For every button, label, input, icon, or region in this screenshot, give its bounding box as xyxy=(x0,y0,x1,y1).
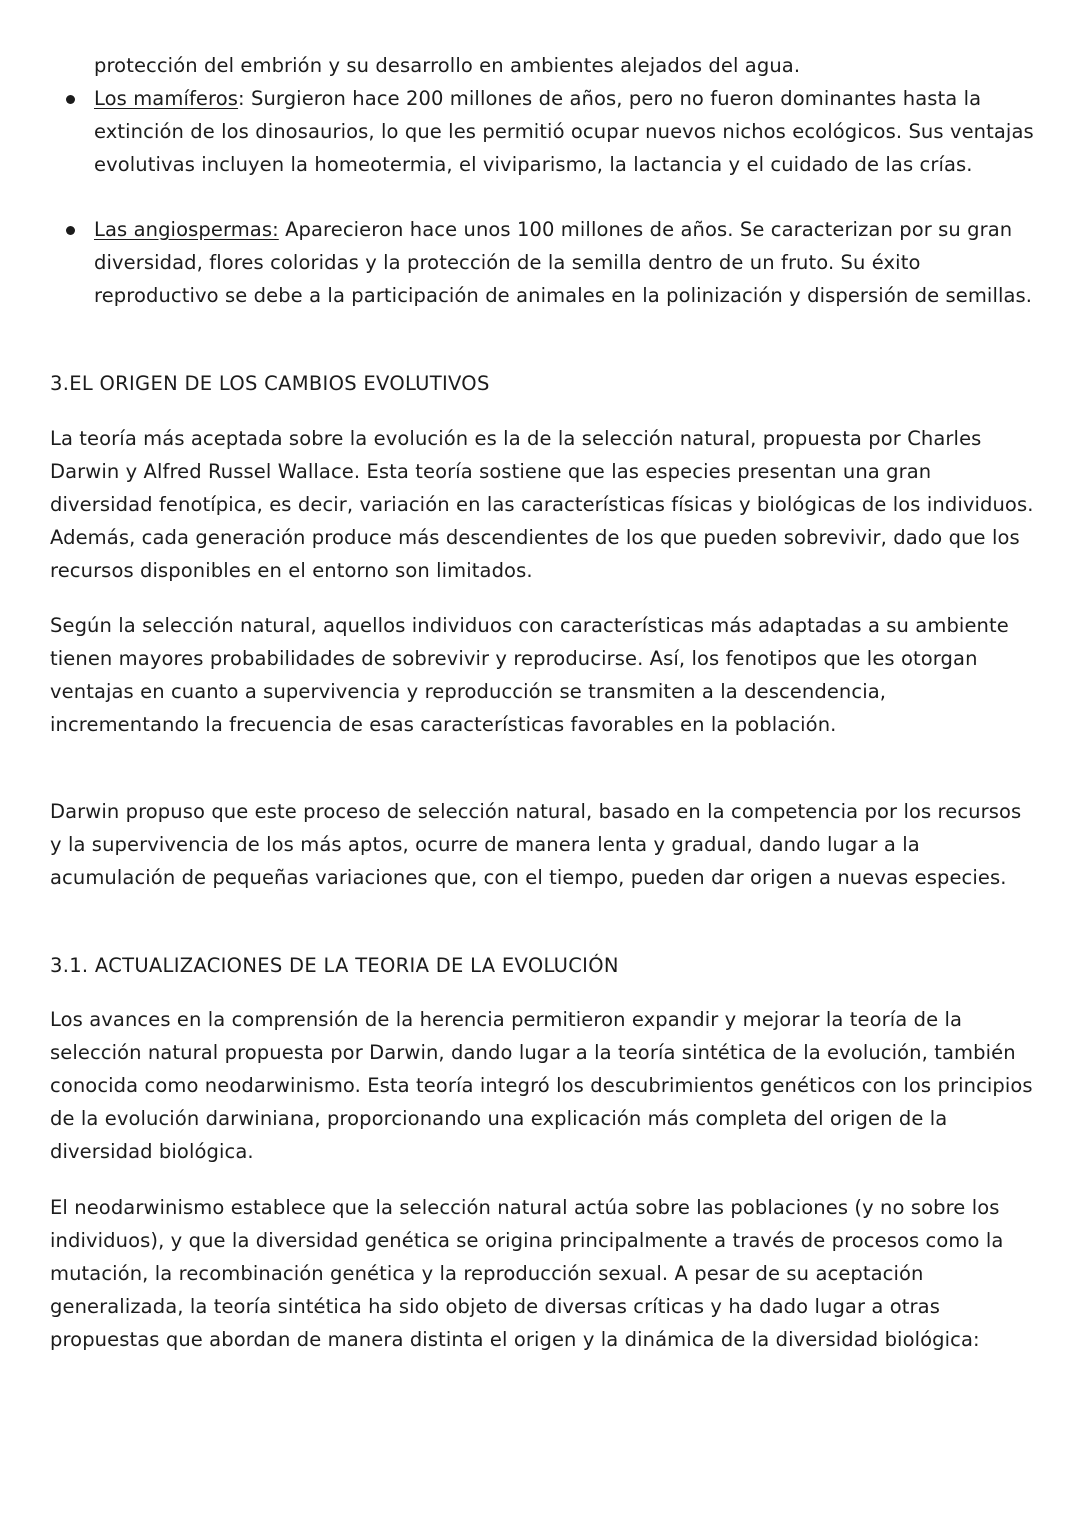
bullet-term: Los mamíferos xyxy=(94,87,239,110)
bullet-text: Aparecieron hace unos 100 millones de años. Se caracterizan por su gran diversidad, flores coloridas y la protección de la semilla dentro de un fruto. Su éxito reproductivo se debe a la participación de animales en la polinización y dispersión de semillas. xyxy=(94,218,1033,307)
continuation-line: protección del embrión y su desarrollo en ambientes alejados del agua. xyxy=(94,54,801,77)
bullet-text: : Surgieron hace 200 millones de años, pero no fueron dominantes hasta la extinción de los dinosaurios, lo que les permitió ocupar nuevos nichos ecológicos. Sus ventajas evolutivas incluyen la homeotermia, el viviparismo, la lactancia y el cuidado de las crías. xyxy=(94,87,1034,176)
bullet-item-mamiferos xyxy=(94,82,1034,181)
section-heading-3-1: 3.1. ACTUALIZACIONES DE LA TEORIA DE LA EVOLUCIÓN xyxy=(50,954,619,977)
bullet-item-angiospermas xyxy=(94,213,1034,312)
bullet-dot-icon xyxy=(66,226,75,235)
paragraph: Los avances en la comprensión de la herencia permitieron expandir y mejorar la teoría de la selección natural propuesta por Darwin, dando lugar a la teoría sintética de la evolución, también conocida como neodarwinismo. Esta teoría integró los descubrimientos genéticos con los principios de la evolución darwiniana, proporcionando una explicación más completa del origen de la diversidad biológica. xyxy=(50,1008,1033,1163)
paragraph: El neodarwinismo establece que la selección natural actúa sobre las poblaciones (y no sobre los individuos), y que la diversidad genética se origina principalmente a través de procesos como la mutación, la recombinación genética y la reproducción sexual. A pesar de su aceptación generalizada, la teoría sintética ha sido objeto de diversas críticas y ha dado lugar a otras propuestas que abordan de manera distinta el origen y la dinámica de la diversidad biológica: xyxy=(50,1196,1004,1351)
paragraph: Según la selección natural, aquellos individuos con características más adaptadas a su ambiente tienen mayores probabilidades de sobrevivir y reproducirse. Así, los fenotipos que les otorgan ventajas en cuanto a supervivencia y reproducción se transmiten a la descendencia, incrementando la frecuencia de esas características favorables en la población. xyxy=(50,614,1009,736)
paragraph: Darwin propuso que este proceso de selección natural, basado en la competencia por los recursos y la supervivencia de los más aptos, ocurre de manera lenta y gradual, dando lugar a la acumulación de pequeñas variaciones que, con el tiempo, pueden dar origen a nuevas especies. xyxy=(50,800,1022,889)
bullet-dot-icon xyxy=(66,95,75,104)
section-heading-3: 3.EL ORIGEN DE LOS CAMBIOS EVOLUTIVOS xyxy=(50,372,490,395)
paragraph: La teoría más aceptada sobre la evolución es la de la selección natural, propuesta por Charles Darwin y Alfred Russel Wallace. Esta teoría sostiene que las especies presentan una gran diversidad fenotípica, es decir, variación en las características físicas y biológicas de los individuos. Además, cada generación produce más descendientes de los que pueden sobrevivir, dado que los recursos disponibles en el entorno son limitados. xyxy=(50,427,1034,582)
bullet-term: Las angiospermas: xyxy=(94,218,279,241)
